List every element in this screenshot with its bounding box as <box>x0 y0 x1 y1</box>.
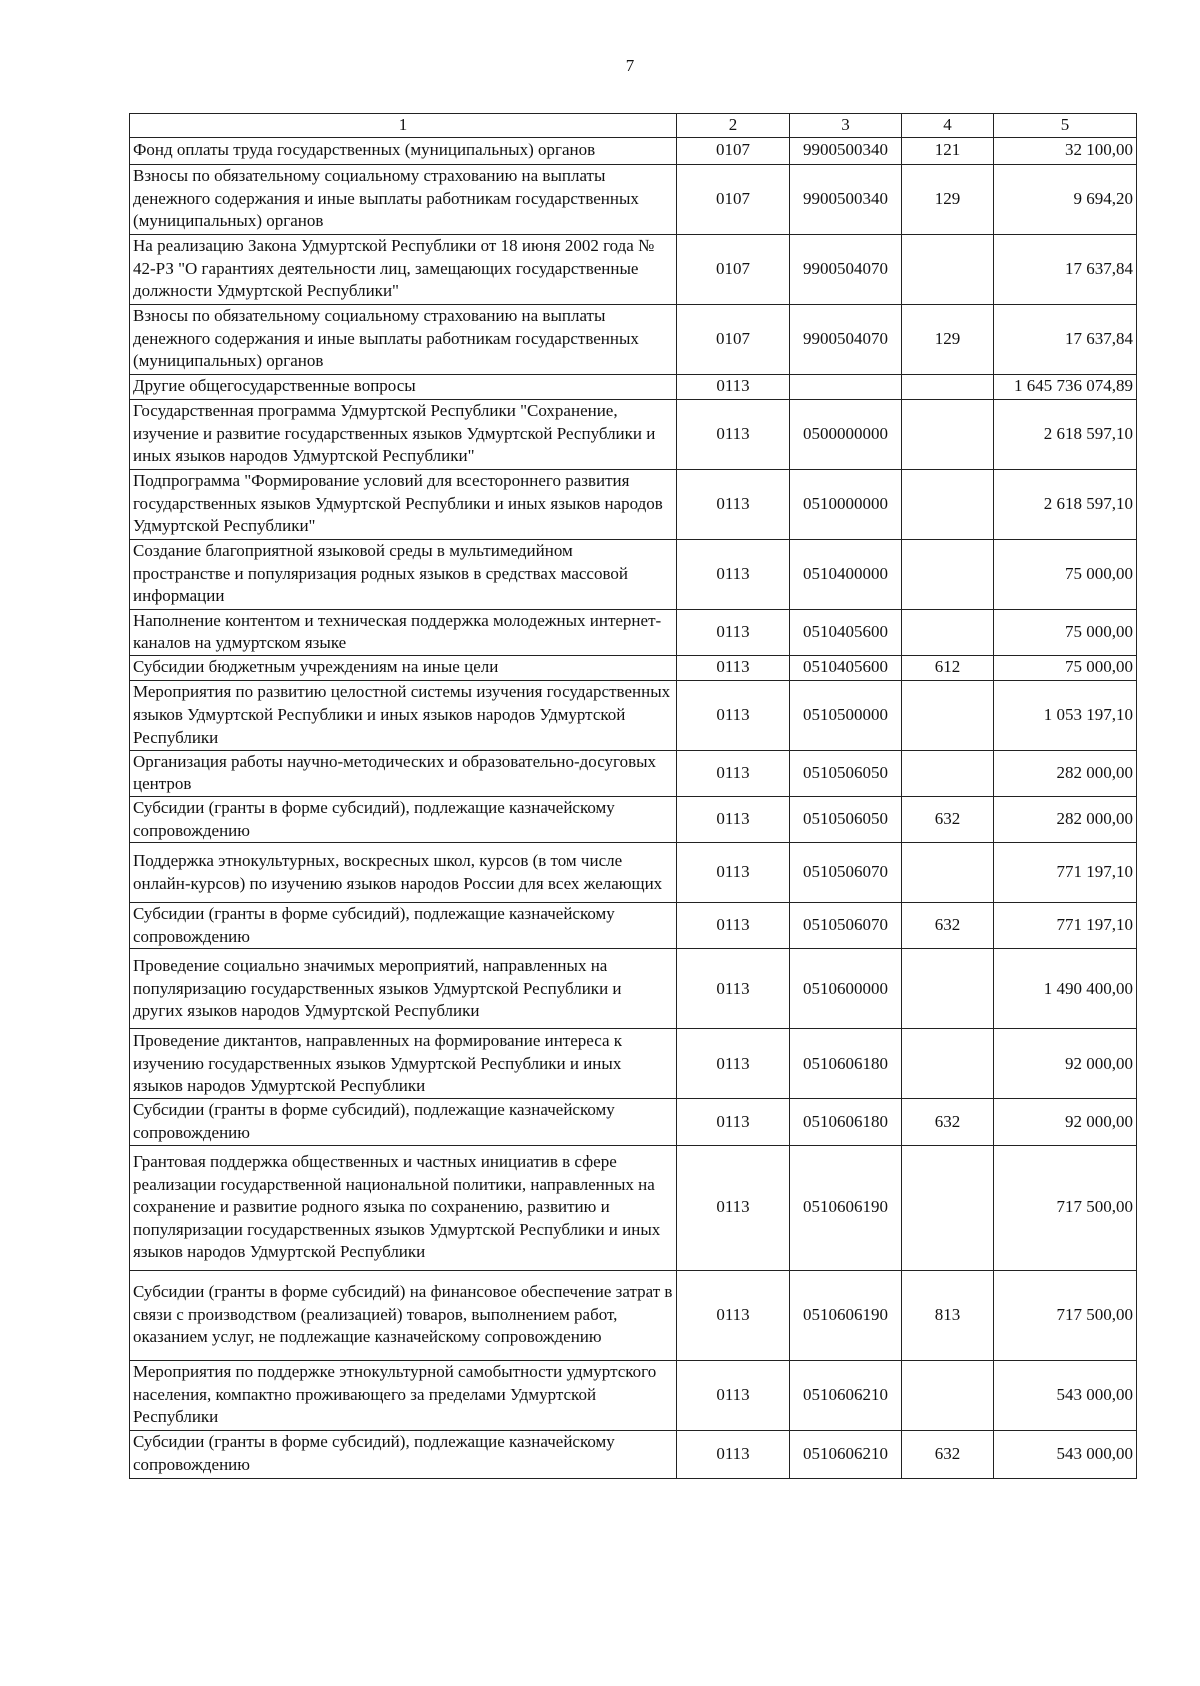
target-code <box>790 374 902 399</box>
target-code: 0510606180 <box>790 1029 902 1099</box>
section-code: 0113 <box>677 750 790 796</box>
row-name: Поддержка этнокультурных, воскресных школ, курсов (в том числе онлайн-курсов) по изучению языков народов России для всех желающих <box>130 843 677 903</box>
column-header: 1 <box>130 114 677 138</box>
amount: 17 637,84 <box>994 304 1137 374</box>
table-row <box>130 539 1137 609</box>
row-name: Взносы по обязательному социальному страхованию на выплаты денежного содержания и иные выплаты работникам государственных (муниципальных) органов <box>130 164 677 234</box>
row-name: Подпрограмма "Формирование условий для всестороннего развития государственных языков Удмуртской Республики и иных языков народов Удмуртской Республики" <box>130 469 677 539</box>
target-code: 0500000000 <box>790 399 902 469</box>
expense-type: 129 <box>902 164 994 234</box>
table-row <box>130 903 1137 949</box>
table-row <box>130 949 1137 1029</box>
section-code: 0113 <box>677 1145 790 1270</box>
row-name: Субсидии (гранты в форме субсидий), подлежащие казначейскому сопровождению <box>130 1099 677 1145</box>
table-row <box>130 234 1137 304</box>
budget-table <box>129 113 1137 1479</box>
row-name: Проведение диктантов, направленных на формирование интереса к изучению государственных языков Удмуртской Республики и иных языков народов Удмуртской Республики <box>130 1029 677 1099</box>
table-row <box>130 1360 1137 1430</box>
expense-type: 813 <box>902 1270 994 1360</box>
expense-type <box>902 949 994 1029</box>
table-row <box>130 137 1137 164</box>
amount: 75 000,00 <box>994 539 1137 609</box>
amount: 2 618 597,10 <box>994 469 1137 539</box>
section-code: 0113 <box>677 796 790 842</box>
target-code: 0510000000 <box>790 469 902 539</box>
section-code: 0113 <box>677 655 790 680</box>
table-row <box>130 680 1137 750</box>
section-code: 0107 <box>677 137 790 164</box>
section-code: 0113 <box>677 1360 790 1430</box>
row-name: Субсидии бюджетным учреждениям на иные цели <box>130 655 677 680</box>
amount: 92 000,00 <box>994 1029 1137 1099</box>
target-code: 9900500340 <box>790 164 902 234</box>
target-code: 0510506050 <box>790 796 902 842</box>
target-code: 0510606210 <box>790 1360 902 1430</box>
page-number: 7 <box>625 56 635 75</box>
amount: 75 000,00 <box>994 655 1137 680</box>
expense-type <box>902 750 994 796</box>
expense-type <box>902 609 994 655</box>
amount: 17 637,84 <box>994 234 1137 304</box>
expense-type: 632 <box>902 1099 994 1145</box>
section-code: 0113 <box>677 903 790 949</box>
row-name: Другие общегосударственные вопросы <box>130 374 677 399</box>
table-row <box>130 1099 1137 1145</box>
section-code: 0113 <box>677 609 790 655</box>
table-row <box>130 655 1137 680</box>
section-code: 0113 <box>677 1270 790 1360</box>
section-code: 0113 <box>677 680 790 750</box>
amount: 717 500,00 <box>994 1270 1137 1360</box>
row-name: На реализацию Закона Удмуртской Республики от 18 июня 2002 года № 42-РЗ "О гарантиях деятельности лиц, замещающих государственные должности Удмуртской Республики" <box>130 234 677 304</box>
expense-type <box>902 1145 994 1270</box>
target-code: 0510506070 <box>790 843 902 903</box>
row-name: Субсидии (гранты в форме субсидий), подлежащие казначейскому сопровождению <box>130 903 677 949</box>
expense-type: 129 <box>902 304 994 374</box>
row-name: Мероприятия по развитию целостной системы изучения государственных языков Удмуртской Республики и иных языков народов Удмуртской Республики <box>130 680 677 750</box>
target-code: 9900504070 <box>790 234 902 304</box>
table-row <box>130 469 1137 539</box>
row-name: Организация работы научно-методических и образовательно-досуговых центров <box>130 750 677 796</box>
table-row <box>130 164 1137 234</box>
expense-type: 632 <box>902 796 994 842</box>
target-code: 0510506070 <box>790 903 902 949</box>
amount: 717 500,00 <box>994 1145 1137 1270</box>
target-code: 0510600000 <box>790 949 902 1029</box>
row-name: Создание благоприятной языковой среды в мультимедийном пространстве и популяризация родных языков в средствах массовой информации <box>130 539 677 609</box>
target-code: 0510606210 <box>790 1430 902 1478</box>
header-row <box>130 114 1137 138</box>
amount: 282 000,00 <box>994 796 1137 842</box>
section-code: 0113 <box>677 539 790 609</box>
expense-type <box>902 469 994 539</box>
section-code: 0107 <box>677 234 790 304</box>
row-name: Субсидии (гранты в форме субсидий) на финансовое обеспечение затрат в связи с производством (реализацией) товаров, выполнением работ, оказанием услуг, не подлежащие казначейскому сопровождению <box>130 1270 677 1360</box>
table-row <box>130 374 1137 399</box>
section-code: 0113 <box>677 843 790 903</box>
table-row <box>130 399 1137 469</box>
column-header: 5 <box>994 114 1137 138</box>
row-name: Грантовая поддержка общественных и частных инициатив в сфере реализации государственной национальной политики, направленных на сохранение и развитие родного языка по сохранению, развитию и популяризации государственных языков Удмуртской Республики и иных языков народов Удмуртской Республики <box>130 1145 677 1270</box>
amount: 2 618 597,10 <box>994 399 1137 469</box>
amount: 543 000,00 <box>994 1430 1137 1478</box>
amount: 1 490 400,00 <box>994 949 1137 1029</box>
table-row <box>130 1145 1137 1270</box>
amount: 282 000,00 <box>994 750 1137 796</box>
amount: 75 000,00 <box>994 609 1137 655</box>
table-row <box>130 796 1137 842</box>
expense-type <box>902 1029 994 1099</box>
target-code: 0510606190 <box>790 1145 902 1270</box>
target-code: 0510500000 <box>790 680 902 750</box>
table-row <box>130 750 1137 796</box>
section-code: 0113 <box>677 1099 790 1145</box>
expense-type: 612 <box>902 655 994 680</box>
amount: 1 053 197,10 <box>994 680 1137 750</box>
section-code: 0113 <box>677 1029 790 1099</box>
amount: 543 000,00 <box>994 1360 1137 1430</box>
table-row <box>130 304 1137 374</box>
expense-type <box>902 399 994 469</box>
row-name: Субсидии (гранты в форме субсидий), подлежащие казначейскому сопровождению <box>130 1430 677 1478</box>
expense-type: 121 <box>902 137 994 164</box>
expense-type: 632 <box>902 1430 994 1478</box>
expense-type <box>902 843 994 903</box>
target-code: 9900504070 <box>790 304 902 374</box>
amount: 771 197,10 <box>994 903 1137 949</box>
table-row <box>130 1430 1137 1478</box>
table-row <box>130 1029 1137 1099</box>
target-code: 0510405600 <box>790 655 902 680</box>
row-name: Проведение социально значимых мероприятий, направленных на популяризацию государственных языков Удмуртской Республики и других языков народов Удмуртской Республики <box>130 949 677 1029</box>
row-name: Наполнение контентом и техническая поддержка молодежных интернет-каналов на удмуртском языке <box>130 609 677 655</box>
expense-type <box>902 1360 994 1430</box>
section-code: 0113 <box>677 399 790 469</box>
row-name: Взносы по обязательному социальному страхованию на выплаты денежного содержания и иные выплаты работникам государственных (муниципальных) органов <box>130 304 677 374</box>
amount: 92 000,00 <box>994 1099 1137 1145</box>
row-name: Субсидии (гранты в форме субсидий), подлежащие казначейскому сопровождению <box>130 796 677 842</box>
expense-type <box>902 234 994 304</box>
section-code: 0113 <box>677 469 790 539</box>
column-header: 2 <box>677 114 790 138</box>
table-body <box>130 137 1137 1478</box>
column-header: 3 <box>790 114 902 138</box>
row-name: Фонд оплаты труда государственных (муниципальных) органов <box>130 137 677 164</box>
row-name: Государственная программа Удмуртской Республики "Сохранение, изучение и развитие государственных языков Удмуртской Республики и иных языков народов Удмуртской Республики" <box>130 399 677 469</box>
target-code: 0510506050 <box>790 750 902 796</box>
amount: 771 197,10 <box>994 843 1137 903</box>
table-row <box>130 1270 1137 1360</box>
column-header: 4 <box>902 114 994 138</box>
target-code: 0510400000 <box>790 539 902 609</box>
table-row <box>130 609 1137 655</box>
target-code: 0510606190 <box>790 1270 902 1360</box>
amount: 9 694,20 <box>994 164 1137 234</box>
amount: 1 645 736 074,89 <box>994 374 1137 399</box>
section-code: 0113 <box>677 949 790 1029</box>
section-code: 0107 <box>677 304 790 374</box>
target-code: 0510606180 <box>790 1099 902 1145</box>
table-row <box>130 843 1137 903</box>
target-code: 0510405600 <box>790 609 902 655</box>
expense-type <box>902 539 994 609</box>
amount: 32 100,00 <box>994 137 1137 164</box>
expense-type <box>902 374 994 399</box>
target-code: 9900500340 <box>790 137 902 164</box>
section-code: 0113 <box>677 374 790 399</box>
section-code: 0107 <box>677 164 790 234</box>
row-name: Мероприятия по поддержке этнокультурной самобытности удмуртского населения, компактно проживающего за пределами Удмуртской Республики <box>130 1360 677 1430</box>
expense-type: 632 <box>902 903 994 949</box>
section-code: 0113 <box>677 1430 790 1478</box>
expense-type <box>902 680 994 750</box>
